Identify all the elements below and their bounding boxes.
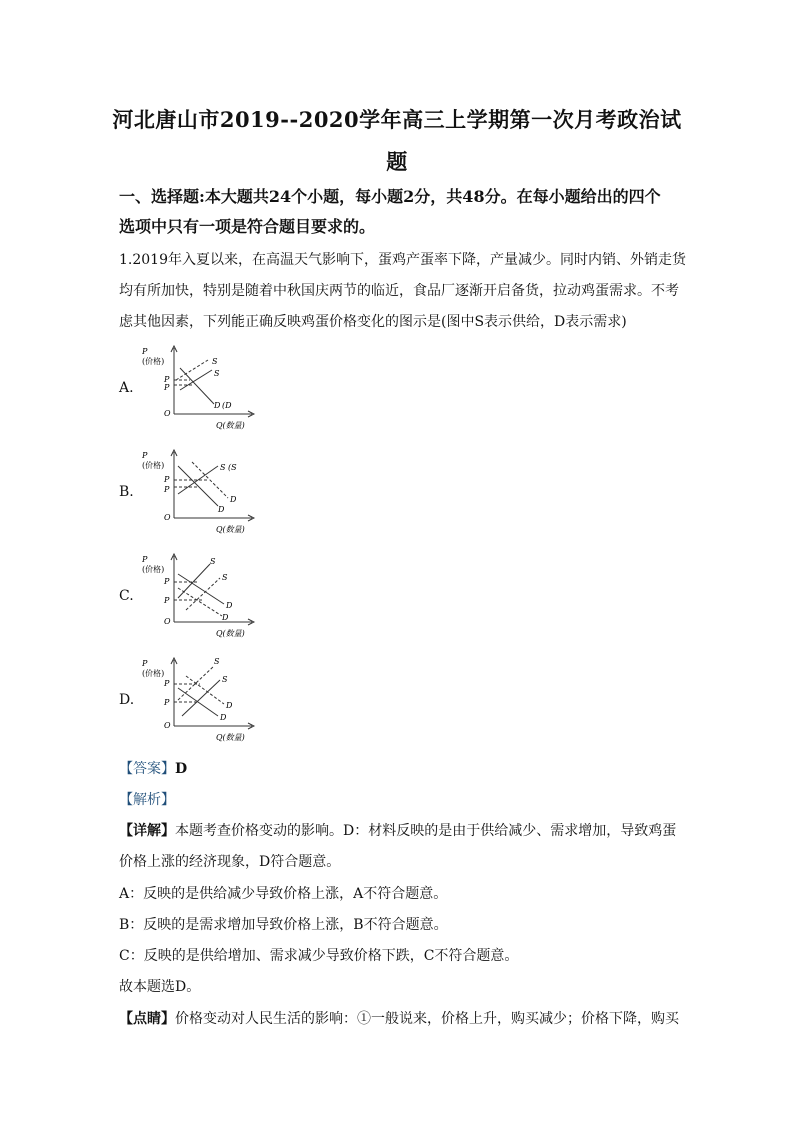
s2-label: S: [222, 573, 228, 582]
s-label: S: [220, 463, 226, 472]
explain-c: C：反映的是供给增加、需求减少导致价格下跌，C不符合题意。: [119, 948, 519, 964]
explain-b: B：反映的是需求增加导致价格上涨，B不符合题意。: [119, 917, 448, 933]
option-b-label: B.: [119, 484, 134, 500]
detail-label: 【详解】: [119, 823, 175, 839]
d2-label: D: [222, 613, 229, 622]
tip-label: 【点睛】: [119, 1011, 175, 1027]
origin-label: O: [164, 513, 171, 522]
axis-p: P: [142, 659, 148, 668]
s1-label: S: [214, 369, 220, 378]
answer-value: D: [175, 761, 188, 777]
demand-curve: [180, 368, 214, 404]
axis-price: (价格): [142, 669, 165, 678]
p1-label: P: [164, 485, 170, 494]
option-d-label: D.: [119, 692, 135, 708]
supply-curve-s1: [178, 564, 210, 598]
axis-quantity: Q(数量): [216, 629, 245, 638]
axis-price: (价格): [142, 565, 165, 574]
d2-label: D: [230, 495, 237, 504]
origin-label: O: [164, 721, 171, 730]
question-line1: 1.2019年入夏以来，在高温天气影响下，蛋鸡产蛋率下降，产量减少。同时内销、外销走货: [119, 252, 686, 268]
p2-label: P: [164, 596, 170, 605]
p2-label: P: [164, 698, 170, 707]
s-par-label: (S: [228, 463, 237, 472]
tip-line: [119, 1008, 679, 1028]
explain-a: A：反映的是供给减少导致价格上涨，A不符合题意。: [119, 886, 448, 902]
s2-label: S: [214, 657, 220, 666]
demand-curve-d2: [178, 588, 222, 616]
d1-label: D: [226, 601, 233, 610]
detail-line1: [119, 820, 676, 840]
d1-label: D: [218, 505, 225, 514]
detail-line2: 价格上涨的经济现象，D符合题意。: [119, 854, 341, 870]
axis-p: P: [142, 451, 148, 460]
option-d-graph: [142, 652, 262, 744]
s2-label: S: [212, 357, 218, 366]
option-c-graph: [142, 548, 262, 640]
axis-quantity: Q(数量): [216, 525, 245, 534]
tip-text: 价格变动对人民生活的影响：①一般说来，价格上升，购买减少；价格下降，购买: [175, 1011, 679, 1027]
option-c-label: C.: [119, 588, 134, 604]
d1-label: D: [220, 713, 227, 722]
question-line3: 虑其他因素，下列能正确反映鸡蛋价格变化的图示是(图中S表示供给，D表示需求): [119, 314, 627, 330]
p2-label: P: [164, 475, 170, 484]
section-heading-line1: 一、选择题:本大题共24个小题，每小题2分，共48分。在每小题给出的四个: [119, 187, 661, 206]
answer-label: 【答案】: [119, 761, 175, 777]
axis-price: (价格): [142, 461, 165, 470]
detail-text1: 本题考查价格变动的影响。D：材料反映的是由于供给减少、需求增加，导致鸡蛋: [175, 823, 677, 839]
axis-price: (价格): [142, 357, 165, 366]
d2-label: D: [226, 701, 233, 710]
axis-p: P: [142, 555, 148, 564]
option-a-graph: [142, 340, 262, 432]
question-line2: 均有所加快，特别是随着中秋国庆两节的临近，食品厂逐渐开启备货，拉动鸡蛋需求。不考: [119, 283, 679, 299]
option-a-label: A.: [119, 380, 134, 396]
demand-curve-d2: [186, 676, 224, 704]
supply-curve-s1: [182, 680, 220, 716]
doc-title-line2: 题: [386, 149, 408, 174]
p2-label: P: [164, 375, 170, 384]
s1-label: S: [210, 557, 216, 566]
p1-label: P: [164, 577, 170, 586]
p1-label: P: [164, 679, 170, 688]
answer-line: [119, 758, 187, 778]
conclusion-line: 故本题选D。: [119, 979, 201, 995]
d-par-label: (D: [222, 401, 232, 410]
doc-title-line1: 河北唐山市2019--2020学年高三上学期第一次月考政治试: [112, 107, 682, 132]
p1-label: P: [164, 383, 170, 392]
option-b-graph: [142, 444, 262, 536]
section-heading-line2: 选项中只有一项是符合题目要求的。: [119, 217, 376, 236]
axis-p: P: [142, 347, 148, 356]
demand-curve-d1: [178, 466, 218, 506]
s1-label: S: [222, 675, 228, 684]
axis-quantity: Q(数量): [216, 421, 245, 430]
supply-curve-s2: [176, 360, 208, 380]
analysis-label: 【解析】: [119, 792, 175, 808]
origin-label: O: [164, 409, 171, 418]
axis-quantity: Q(数量): [216, 733, 245, 742]
origin-label: O: [164, 617, 171, 626]
d-label: D: [214, 401, 221, 410]
